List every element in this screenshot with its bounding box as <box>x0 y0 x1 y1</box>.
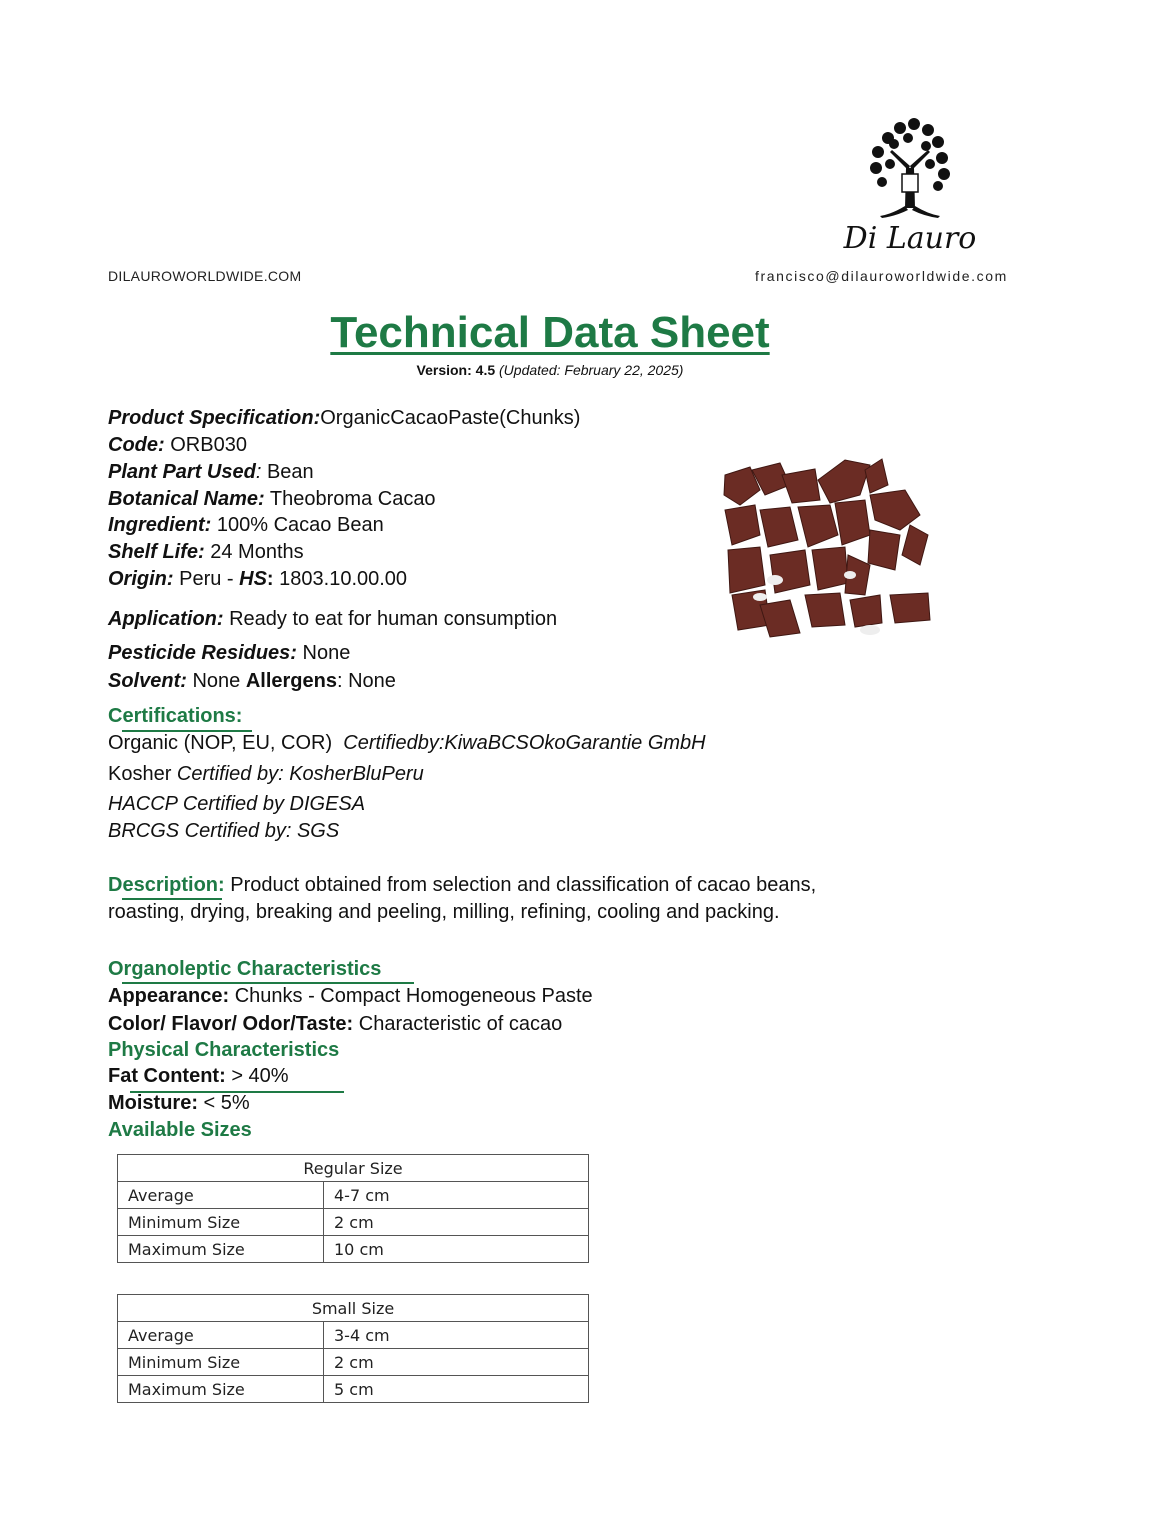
cacao-chunks-image <box>720 455 932 645</box>
origin-line <box>108 567 407 591</box>
appearance-line <box>108 984 593 1008</box>
kosher-cert: Kosher <box>108 763 172 785</box>
ingredient-line <box>108 513 384 537</box>
organic-cert: Organic (NOP, EU, COR) <box>108 732 333 754</box>
product-spec-line <box>108 406 580 430</box>
ingredient-value: 100% Cacao Bean <box>211 514 384 536</box>
logo-wordmark: Di Lauro <box>843 221 977 256</box>
hs-value: 1803.10.00.00 <box>273 568 408 590</box>
brcgs-cert: BRCGS Certified by: SGS <box>108 820 340 842</box>
shelf-life-value: 24 Months <box>204 541 304 563</box>
plant-part-value: Bean <box>261 461 314 483</box>
row-label: Minimum Size <box>118 1349 324 1376</box>
small-size-title: Small Size <box>118 1295 589 1322</box>
plant-part-line <box>108 460 314 484</box>
origin-value: Peru - <box>173 568 240 590</box>
pesticide-value: None <box>296 642 351 664</box>
row-label: Average <box>118 1322 324 1349</box>
organic-cert-by: Certifiedby:KiwaBCSOkoGarantie GmbH <box>343 732 706 754</box>
organic-cert-line <box>108 731 706 755</box>
website-url: DILAUROWORLDWIDE.COM <box>108 268 302 284</box>
row-value: 10 cm <box>324 1236 589 1263</box>
ingredient-label: Ingredient: <box>108 514 212 536</box>
available-sizes-heading: Available Sizes <box>108 1119 252 1141</box>
description-text-1: Product obtained from selection and classification of cacao beans, <box>224 874 817 896</box>
plant-part-colon: : <box>255 461 262 483</box>
hs-colon: : <box>266 568 274 590</box>
application-value: Ready to eat for human consumption <box>223 608 558 630</box>
kosher-cert-by: Certified by: KosherBluPeru <box>171 763 424 785</box>
hs-label: HS <box>239 568 267 590</box>
application-line <box>108 607 557 631</box>
row-label: Minimum Size <box>118 1209 324 1236</box>
botanical-label: Botanical Name: <box>108 488 265 510</box>
row-label: Average <box>118 1182 324 1209</box>
fat-line <box>108 1064 289 1088</box>
botanical-value: Theobroma Cacao <box>264 488 436 510</box>
organoleptic-heading: Organoleptic Characteristics <box>108 958 382 980</box>
table-row <box>118 1209 589 1236</box>
color-value: Characteristic of cacao <box>353 1013 563 1035</box>
row-label: Maximum Size <box>118 1376 324 1403</box>
page-title: Technical Data Sheet <box>330 308 770 357</box>
fat-label: Fat Content: <box>108 1065 226 1087</box>
haccp-cert: HACCP Certified by DIGESA <box>108 793 366 815</box>
solvent-allergens-line <box>108 669 396 693</box>
table-row <box>118 1376 589 1403</box>
product-spec-label: Product Specification: <box>108 407 321 429</box>
version-label: Version: <box>416 362 472 378</box>
table-row <box>118 1349 589 1376</box>
color-label: Color/ Flavor/ Odor/Taste: <box>108 1013 354 1035</box>
appearance-value: Chunks - Compact Homogeneous Paste <box>229 985 593 1007</box>
allergens-label: Allergens <box>245 670 337 692</box>
regular-size-title: Regular Size <box>118 1155 589 1182</box>
small-size-table <box>117 1294 589 1403</box>
appearance-label: Appearance: <box>108 985 230 1007</box>
description-line-1 <box>108 873 816 897</box>
fat-value: > 40% <box>225 1065 289 1087</box>
version-line <box>0 362 1100 378</box>
code-line <box>108 433 247 457</box>
moisture-value: < 5% <box>198 1092 250 1114</box>
moisture-label: Moisture: <box>108 1092 198 1114</box>
physical-heading: Physical Characteristics <box>108 1039 340 1061</box>
moisture-line <box>108 1091 250 1115</box>
row-value: 2 cm <box>324 1349 589 1376</box>
pesticide-line <box>108 641 350 665</box>
certifications-heading: Certifications: <box>108 705 243 727</box>
shelf-life-line <box>108 540 304 564</box>
regular-size-table <box>117 1154 589 1263</box>
row-value: 5 cm <box>324 1376 589 1403</box>
solvent-label: Solvent: <box>108 670 187 692</box>
code-label: Code: <box>108 434 165 456</box>
version-number: 4.5 <box>475 362 496 378</box>
code-value: ORB030 <box>164 434 247 456</box>
row-value: 2 cm <box>324 1209 589 1236</box>
allergens-value: : None <box>337 670 396 692</box>
application-label: Application: <box>108 608 224 630</box>
version-updated: (Updated: February 22, 2025) <box>499 362 684 378</box>
origin-label: Origin: <box>108 568 174 590</box>
row-value: 3-4 cm <box>324 1322 589 1349</box>
plant-part-label: Plant Part Used <box>108 461 256 483</box>
table-row <box>118 1236 589 1263</box>
pesticide-label: Pesticide Residues: <box>108 642 297 664</box>
row-label: Maximum Size <box>118 1236 324 1263</box>
row-value: 4-7 cm <box>324 1182 589 1209</box>
product-spec-value: OrganicCacaoPaste(Chunks) <box>320 407 581 429</box>
contact-email: francisco@dilauroworldwide.com <box>755 268 1008 284</box>
table-row <box>118 1322 589 1349</box>
shelf-life-label: Shelf Life: <box>108 541 205 563</box>
botanical-line <box>108 487 436 511</box>
kosher-cert-line <box>108 762 424 786</box>
description-text-2: roasting, drying, breaking and peeling, milling, refining, cooling and packing. <box>108 901 780 923</box>
solvent-value: None <box>186 670 246 692</box>
table-row <box>118 1182 589 1209</box>
color-line <box>108 1012 562 1036</box>
description-heading: Description: <box>108 874 225 896</box>
dilauro-tree-logo <box>830 108 990 258</box>
